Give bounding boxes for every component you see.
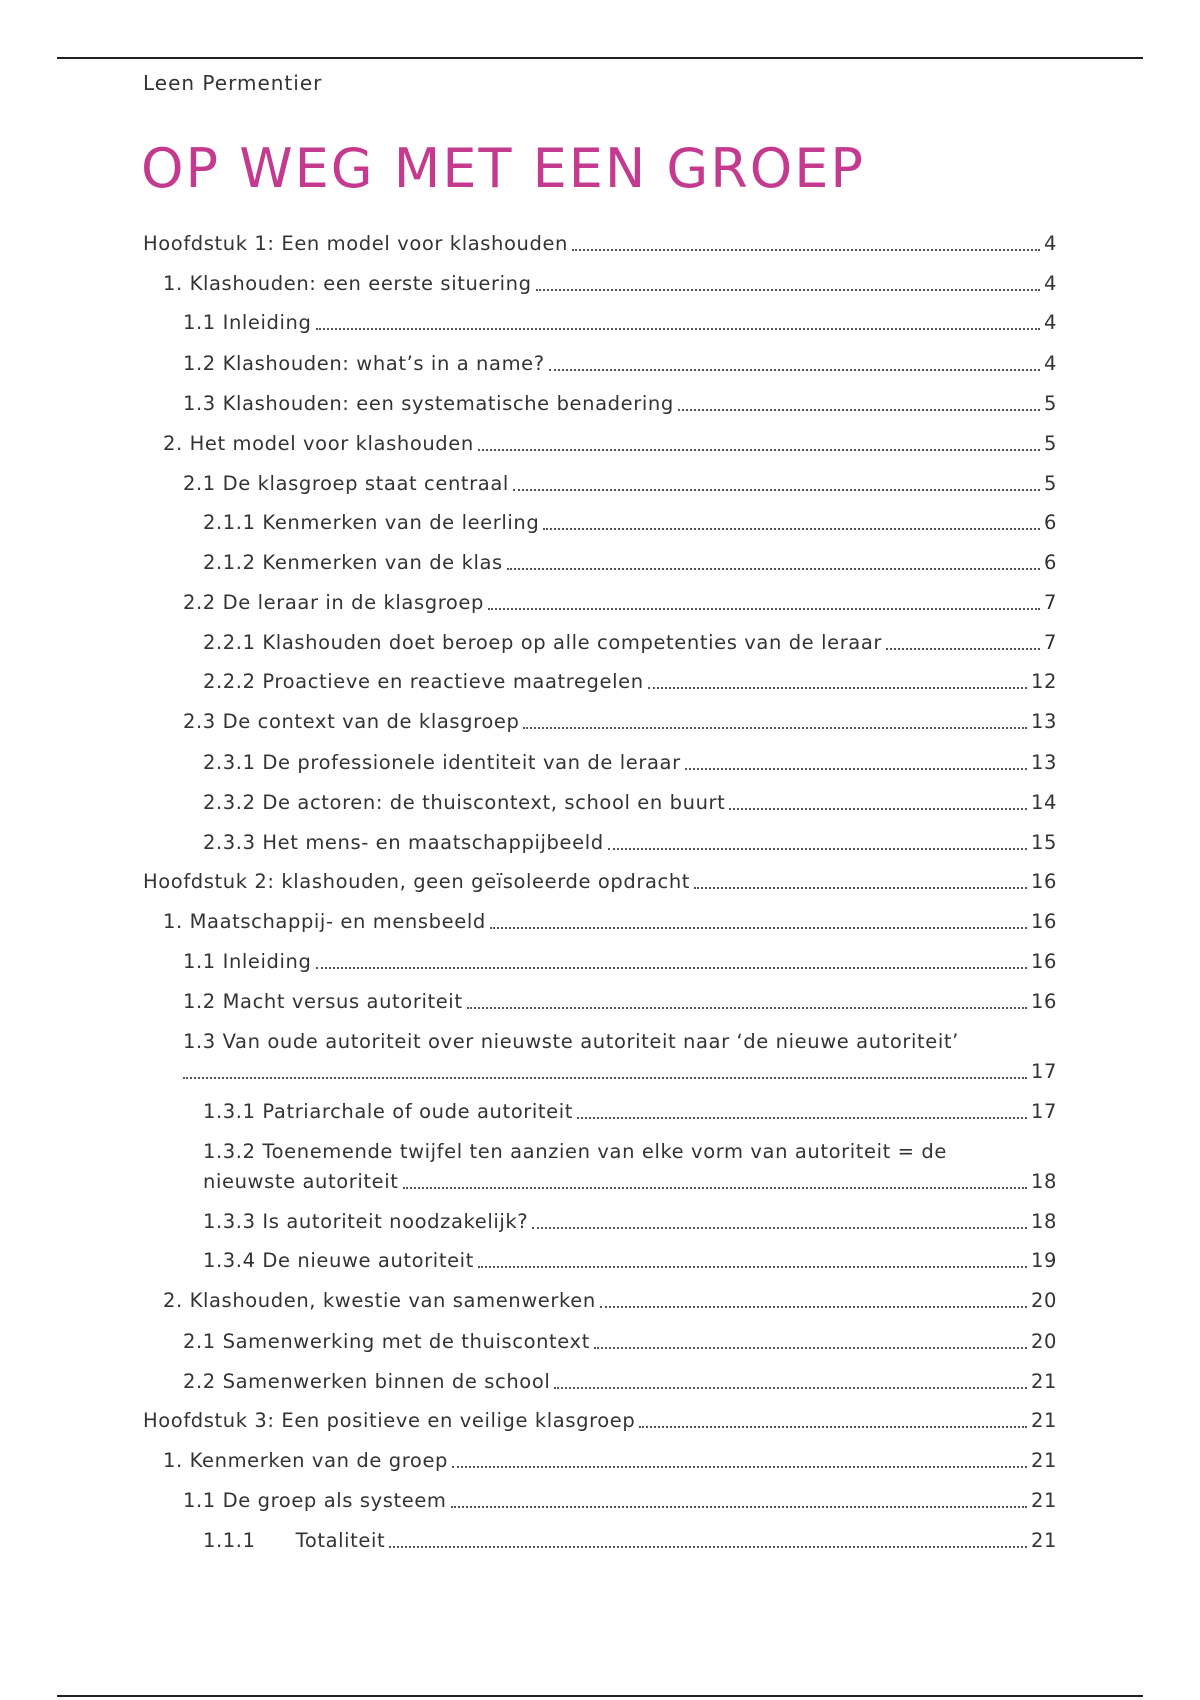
toc-entry-page: 4 [1043,311,1057,334]
toc-entry[interactable] [183,349,1057,379]
toc-entry-chapter-1[interactable] [143,229,1057,259]
toc-entry-label: 2.2 De leraar in de klasgroep [183,591,485,614]
toc-entry[interactable] [203,748,1057,778]
dot-leader [403,1187,1027,1189]
toc-entry-label: 1. Kenmerken van de groep [163,1449,449,1472]
dot-leader [639,1426,1027,1428]
toc-entry[interactable] [203,508,1057,538]
toc-entry[interactable] [203,1207,1057,1237]
toc-entry-page: 20 [1030,1330,1057,1353]
dot-leader [523,727,1027,729]
toc-entry-page: 20 [1030,1289,1057,1312]
toc-entry-page: 18 [1030,1210,1057,1233]
dot-leader [678,409,1040,411]
dot-leader [572,249,1040,251]
dot-leader [467,1007,1027,1009]
toc-entry-page: 21 [1030,1489,1057,1512]
toc-entry[interactable] [183,588,1057,618]
toc-entry-label: 1.3.1 Patriarchale of oude autoriteit [203,1100,573,1123]
dot-leader [577,1117,1027,1119]
toc-entry-page: 15 [1030,831,1057,854]
toc-entry-label: 1.1 De groep als systeem [183,1489,447,1512]
toc-entry-label: 2.1 De klasgroep staat centraal [183,472,509,495]
toc-entry-page: 4 [1043,232,1057,255]
toc-entry[interactable] [163,1446,1057,1476]
toc-entry-label: 2.3 De context van de klasgroep [183,710,520,733]
toc-entry-label: 2.1.2 Kenmerken van de klas [203,551,503,574]
toc-entry-label: Hoofdstuk 3: Een positieve en veilige klasgroep [143,1409,636,1432]
toc-entry-page: 17 [1030,1060,1057,1083]
toc-entry-page: 7 [1043,631,1057,654]
dot-leader [490,927,1027,929]
toc-entry-page: 17 [1030,1100,1057,1123]
toc-entry[interactable] [203,1137,1057,1199]
toc-entry-page: 18 [1030,1170,1057,1193]
toc-entry-page: 6 [1043,511,1057,534]
toc-entry-page: 12 [1030,670,1057,693]
toc-entry-label: 1.2 Klashouden: what’s in a name? [183,352,545,375]
toc-entry-label: 1. Klashouden: een eerste situering [163,272,532,295]
toc-entry-continuation [183,1057,1057,1087]
toc-entry-label-number: 1.1.1 [203,1529,256,1552]
toc-entry[interactable] [203,628,1057,658]
author-name: Leen Permentier [143,71,323,95]
toc-entry[interactable] [203,1246,1057,1276]
dot-leader [389,1546,1027,1548]
toc-entry-page: 21 [1030,1370,1057,1393]
toc-entry[interactable] [183,1327,1057,1357]
document-title: OP WEG MET EEN GROEP [141,137,865,200]
toc-entry[interactable] [163,1286,1057,1316]
toc-entry-label: 2.2.1 Klashouden doet beroep op alle competenties van de leraar [203,631,883,654]
dot-leader [452,1466,1027,1468]
dot-leader [600,1306,1027,1308]
toc-entry-label: 2. Het model voor klashouden [163,432,474,455]
toc-entry[interactable] [203,1526,1057,1556]
toc-entry[interactable] [203,548,1057,578]
dot-leader [594,1347,1027,1349]
dot-leader [507,568,1040,570]
dot-leader [316,967,1027,969]
dot-leader [648,687,1027,689]
toc-entry-page: 13 [1030,710,1057,733]
toc-entry-page: 21 [1030,1409,1057,1432]
toc-entry-label: 2.1.1 Kenmerken van de leerling [203,511,540,534]
toc-entry[interactable] [183,308,1057,338]
toc-entry-chapter-3[interactable] [143,1406,1057,1436]
toc-entry[interactable] [203,667,1057,697]
toc-entry[interactable] [203,788,1057,818]
toc-entry[interactable] [183,469,1057,499]
dot-leader [694,887,1027,889]
dot-leader [513,489,1040,491]
dot-leader [685,768,1027,770]
toc-entry-label: 1.3.4 De nieuwe autoriteit [203,1249,474,1272]
dot-leader [554,1387,1027,1389]
toc-entry-page: 4 [1043,272,1057,295]
toc-entry-continuation [203,1167,1057,1197]
toc-entry-page: 16 [1030,870,1057,893]
toc-entry-label-continued: nieuwste autoriteit [203,1170,399,1193]
toc-entry-page: 13 [1030,751,1057,774]
toc-entry-label: 2. Klashouden, kwestie van samenwerken [163,1289,596,1312]
toc-entry-page: 16 [1030,950,1057,973]
toc-entry[interactable] [203,828,1057,858]
toc-entry-chapter-2[interactable] [143,867,1057,897]
toc-entry-label: 2.3.3 Het mens- en maatschappijbeeld [203,831,604,854]
toc-entry[interactable] [203,1097,1057,1127]
toc-entry-page: 7 [1043,591,1057,614]
toc-entry-label: 1.3.2 Toenemende twijfel ten aanzien van elke vorm van autoriteit = de [203,1140,947,1163]
toc-entry-label: 1. Maatschappij- en mensbeeld [163,910,486,933]
toc-entry-label: 2.2 Samenwerken binnen de school [183,1370,551,1393]
toc-entry-page: 6 [1043,551,1057,574]
toc-entry-label: 2.2.2 Proactieve en reactieve maatregelen [203,670,644,693]
toc-entry-page: 4 [1043,352,1057,375]
toc-entry-page: 14 [1030,791,1057,814]
dot-leader [478,1266,1027,1268]
toc-entry-label: Hoofdstuk 2: klashouden, geen geïsoleerde opdracht [143,870,691,893]
dot-leader [183,1077,1027,1079]
toc-entry-page: 16 [1030,990,1057,1013]
toc-entry-page: 19 [1030,1249,1057,1272]
toc-entry-label: Totaliteit [295,1529,386,1552]
dot-leader [478,449,1040,451]
toc-entry-label: 2.1 Samenwerking met de thuiscontext [183,1330,590,1353]
toc-entry-page: 21 [1030,1449,1057,1472]
toc-entry-page: 21 [1030,1529,1057,1552]
toc-entry[interactable] [183,707,1057,737]
toc-entry-page: 5 [1043,392,1057,415]
toc-entry-label: 2.3.2 De actoren: de thuiscontext, school en buurt [203,791,726,814]
toc-entry-label: 2.3.1 De professionele identiteit van de leraar [203,751,681,774]
dot-leader [451,1506,1027,1508]
toc-entry[interactable] [163,907,1057,937]
dot-leader [316,328,1040,330]
dot-leader [532,1227,1027,1229]
toc-entry-page: 16 [1030,910,1057,933]
toc-entry[interactable] [183,987,1057,1017]
toc-entry-page: 5 [1043,432,1057,455]
toc-entry[interactable] [183,1027,1057,1089]
dot-leader [488,608,1040,610]
toc-entry-label: 1.1 Inleiding [183,311,312,334]
toc-entry[interactable] [183,1367,1057,1397]
toc-entry-label: Hoofdstuk 1: Een model voor klashouden [143,232,569,255]
dot-leader [536,289,1040,291]
toc-entry-label: 1.2 Macht versus autoriteit [183,990,463,1013]
toc-entry[interactable] [183,1486,1057,1516]
dot-leader [886,648,1040,650]
dot-leader [608,848,1027,850]
toc-entry-label: 1.3.3 Is autoriteit noodzakelijk? [203,1210,529,1233]
toc-entry-label: 1.1 Inleiding [183,950,312,973]
footer-rule [57,1695,1143,1697]
dot-leader [543,528,1040,530]
toc-entry[interactable] [163,429,1057,459]
dot-leader [549,369,1040,371]
toc-entry-page: 5 [1043,472,1057,495]
toc-entry[interactable] [183,947,1057,977]
toc-entry[interactable] [163,269,1057,299]
dot-leader [729,808,1027,810]
toc-entry-label: 1.3 Klashouden: een systematische benadering [183,392,674,415]
toc-entry-label: 1.3 Van oude autoriteit over nieuwste autoriteit naar ‘de nieuwe autoriteit’ [183,1030,959,1053]
toc-entry[interactable] [183,389,1057,419]
